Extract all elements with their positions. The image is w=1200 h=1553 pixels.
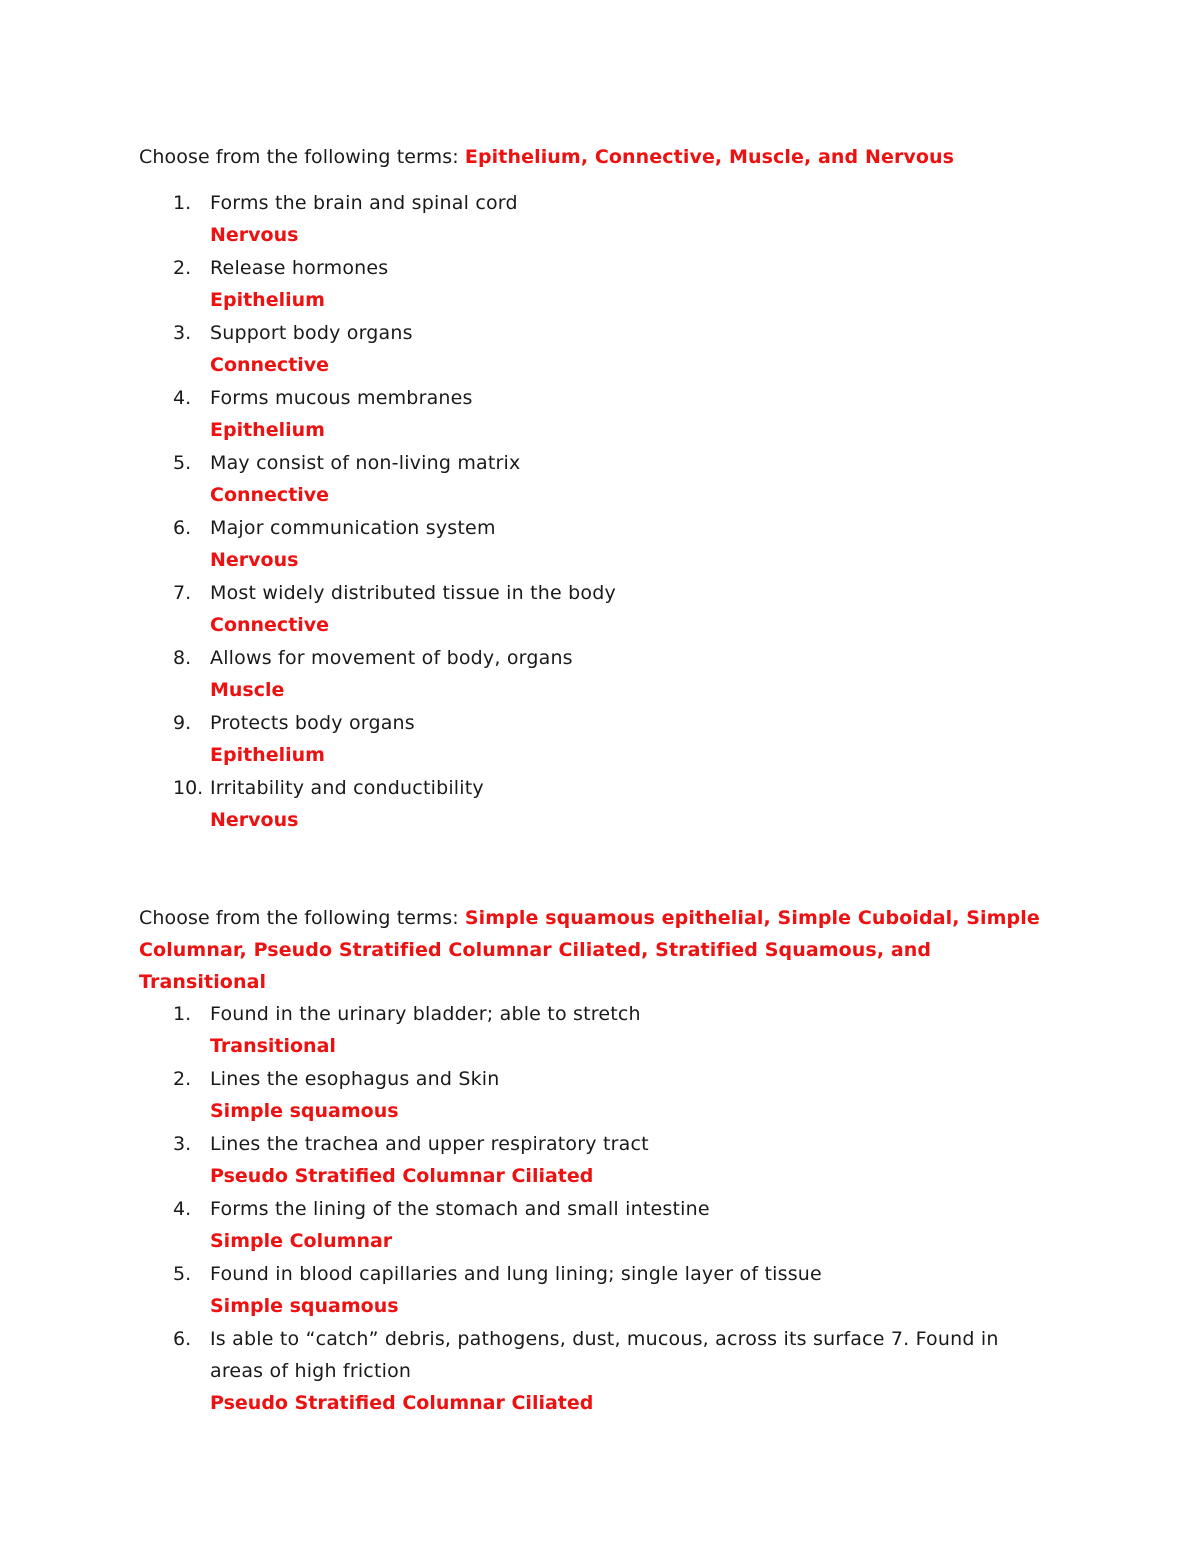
list-item bbox=[139, 252, 1049, 317]
answer-text: Connective bbox=[210, 614, 330, 636]
list-item bbox=[139, 998, 1049, 1063]
list-item bbox=[139, 447, 1049, 512]
list-item bbox=[139, 1128, 1049, 1193]
question-list-2 bbox=[139, 998, 1049, 1420]
item-number: 6. bbox=[173, 1328, 192, 1350]
item-number: 3. bbox=[173, 1133, 192, 1155]
item-number: 6. bbox=[173, 517, 192, 539]
prompt-lead: Choose from the following terms: bbox=[139, 907, 465, 929]
question-text: Allows for movement of body, organs bbox=[210, 647, 573, 669]
answer-text: Nervous bbox=[210, 224, 299, 246]
item-number: 9. bbox=[173, 712, 192, 734]
answer-text: Epithelium bbox=[210, 289, 325, 311]
question-text: Major communication system bbox=[210, 517, 496, 539]
answer-text: Connective bbox=[210, 354, 330, 376]
item-number: 1. bbox=[173, 192, 192, 214]
list-item bbox=[139, 642, 1049, 707]
answer-text: Connective bbox=[210, 484, 330, 506]
list-item bbox=[139, 1258, 1049, 1323]
list-item bbox=[139, 577, 1049, 642]
answer-text: Pseudo Stratified Columnar Ciliated bbox=[210, 1165, 594, 1187]
item-number: 5. bbox=[173, 1263, 192, 1285]
answer-text: Simple squamous bbox=[210, 1100, 399, 1122]
prompt-terms: Simple squamous epithelial, Simple Cuboidal, Simple Columnar, Pseudo Stratified Columnar Ciliated, Stratified Squamous, and Transitional bbox=[139, 907, 1040, 993]
question-text: Protects body organs bbox=[210, 712, 415, 734]
answer-text: Muscle bbox=[210, 679, 285, 701]
section-2-prompt bbox=[139, 902, 1049, 998]
question-text: Release hormones bbox=[210, 257, 389, 279]
question-text: Most widely distributed tissue in the body bbox=[210, 582, 616, 604]
question-text: Forms the brain and spinal cord bbox=[210, 192, 518, 214]
list-item bbox=[139, 512, 1049, 577]
item-number: 4. bbox=[173, 387, 192, 409]
list-item bbox=[139, 772, 1049, 837]
question-text: Support body organs bbox=[210, 322, 413, 344]
question-text: Forms the lining of the stomach and small intestine bbox=[210, 1198, 710, 1220]
question-text: Irritability and conductibility bbox=[210, 777, 484, 799]
prompt-lead: Choose from the following terms: bbox=[139, 146, 465, 168]
question-text: Lines the esophagus and Skin bbox=[210, 1068, 500, 1090]
item-number: 4. bbox=[173, 1198, 192, 1220]
answer-text: Transitional bbox=[210, 1035, 336, 1057]
answer-text: Epithelium bbox=[210, 744, 325, 766]
answer-text: Epithelium bbox=[210, 419, 325, 441]
list-item bbox=[139, 1063, 1049, 1128]
answer-text: Simple Columnar bbox=[210, 1230, 393, 1252]
item-number: 2. bbox=[173, 1068, 192, 1090]
list-item bbox=[139, 1193, 1049, 1258]
question-text: Found in the urinary bladder; able to stretch bbox=[210, 1003, 641, 1025]
answer-text: Nervous bbox=[210, 809, 299, 831]
answer-text: Nervous bbox=[210, 549, 299, 571]
item-number: 5. bbox=[173, 452, 192, 474]
item-number: 8. bbox=[173, 647, 192, 669]
list-item bbox=[139, 1323, 1049, 1420]
prompt-terms: Epithelium, Connective, Muscle, and Nervous bbox=[464, 146, 955, 168]
item-number: 1. bbox=[173, 1003, 192, 1025]
item-number: 3. bbox=[173, 322, 192, 344]
question-text: May consist of non-living matrix bbox=[210, 452, 521, 474]
list-item bbox=[139, 382, 1049, 447]
section-1-prompt bbox=[139, 141, 1049, 173]
list-item bbox=[139, 187, 1049, 252]
question-list-1 bbox=[139, 187, 1049, 837]
list-item bbox=[139, 707, 1049, 772]
answer-text: Simple squamous bbox=[210, 1295, 399, 1317]
answer-text: Pseudo Stratified Columnar Ciliated bbox=[210, 1392, 594, 1414]
question-text: Found in blood capillaries and lung lining; single layer of tissue bbox=[210, 1263, 822, 1285]
epithelial-types-section bbox=[139, 902, 1049, 1420]
item-number: 7. bbox=[173, 582, 192, 604]
item-number: 2. bbox=[173, 257, 192, 279]
item-number: 10. bbox=[173, 777, 204, 799]
question-text: Is able to “catch” debris, pathogens, dust, mucous, across its surface 7. Found in areas of high friction bbox=[210, 1328, 999, 1382]
tissue-types-section bbox=[139, 141, 1049, 837]
question-text: Lines the trachea and upper respiratory tract bbox=[210, 1133, 649, 1155]
list-item bbox=[139, 317, 1049, 382]
question-text: Forms mucous membranes bbox=[210, 387, 473, 409]
